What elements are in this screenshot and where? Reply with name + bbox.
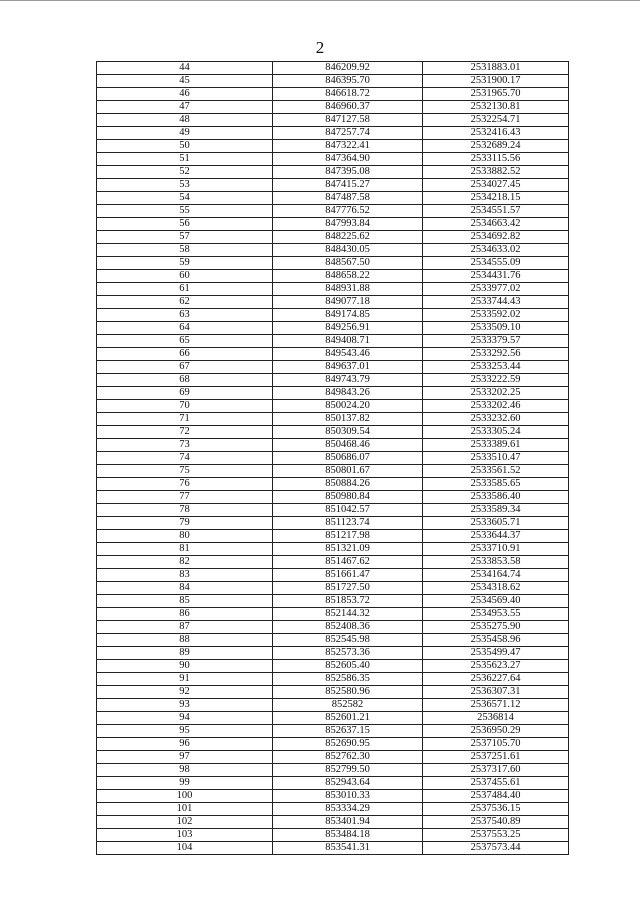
x-coordinate-cell: 850884.26 [273,478,423,491]
y-coordinate-cell: 2533710.91 [423,543,569,556]
point-number-cell: 90 [97,660,273,673]
point-number-cell: 72 [97,426,273,439]
point-number-cell: 84 [97,582,273,595]
y-coordinate-cell: 2533744.43 [423,296,569,309]
x-coordinate-cell: 849843.26 [273,387,423,400]
x-coordinate-cell: 847127.58 [273,114,423,127]
point-number-cell: 104 [97,842,273,855]
table-row [97,166,569,179]
x-coordinate-cell: 847487.58 [273,192,423,205]
y-coordinate-cell: 2532689.24 [423,140,569,153]
x-coordinate-cell: 848567.50 [273,257,423,270]
table-row [97,790,569,803]
x-coordinate-cell: 852799.50 [273,764,423,777]
table-row [97,192,569,205]
y-coordinate-cell: 2533232.60 [423,413,569,426]
point-number-cell: 57 [97,231,273,244]
x-coordinate-cell: 850801.67 [273,465,423,478]
point-number-cell: 48 [97,114,273,127]
table-row [97,75,569,88]
point-number-cell: 87 [97,621,273,634]
x-coordinate-cell: 852605.40 [273,660,423,673]
point-number-cell: 55 [97,205,273,218]
table-row [97,764,569,777]
y-coordinate-cell: 2537105.70 [423,738,569,751]
point-number-cell: 60 [97,270,273,283]
table-row [97,231,569,244]
point-number-cell: 88 [97,634,273,647]
point-number-cell: 86 [97,608,273,621]
point-number-cell: 50 [97,140,273,153]
table-row [97,114,569,127]
x-coordinate-cell: 852144.32 [273,608,423,621]
x-coordinate-cell: 851661.47 [273,569,423,582]
y-coordinate-cell: 2534663.42 [423,218,569,231]
x-coordinate-cell: 851123.74 [273,517,423,530]
y-coordinate-cell: 2531965.70 [423,88,569,101]
point-number-cell: 93 [97,699,273,712]
y-coordinate-cell: 2534555.09 [423,257,569,270]
table-row [97,478,569,491]
table-row [97,426,569,439]
y-coordinate-cell: 2534431.76 [423,270,569,283]
table-row [97,517,569,530]
point-number-cell: 47 [97,101,273,114]
table-row [97,62,569,75]
table-row [97,309,569,322]
table-row [97,803,569,816]
point-number-cell: 96 [97,738,273,751]
point-number-cell: 70 [97,400,273,413]
y-coordinate-cell: 2533222.59 [423,374,569,387]
x-coordinate-cell: 847257.74 [273,127,423,140]
table-row [97,465,569,478]
x-coordinate-cell: 852637.15 [273,725,423,738]
x-coordinate-cell: 852582 [273,699,423,712]
point-number-cell: 67 [97,361,273,374]
point-number-cell: 91 [97,673,273,686]
x-coordinate-cell: 853334.29 [273,803,423,816]
point-number-cell: 58 [97,244,273,257]
table-row [97,829,569,842]
point-number-cell: 75 [97,465,273,478]
x-coordinate-cell: 847322.41 [273,140,423,153]
y-coordinate-cell: 2535275.90 [423,621,569,634]
point-number-cell: 97 [97,751,273,764]
y-coordinate-cell: 2533253.44 [423,361,569,374]
x-coordinate-cell: 849408.71 [273,335,423,348]
table-row [97,595,569,608]
y-coordinate-cell: 2537317.60 [423,764,569,777]
x-coordinate-cell: 848430.05 [273,244,423,257]
table-row [97,569,569,582]
table-row [97,387,569,400]
x-coordinate-cell: 846618.72 [273,88,423,101]
x-coordinate-cell: 846960.37 [273,101,423,114]
point-number-cell: 53 [97,179,273,192]
x-coordinate-cell: 846395.70 [273,75,423,88]
y-coordinate-cell: 2537553.25 [423,829,569,842]
y-coordinate-cell: 2533292.56 [423,348,569,361]
table-row [97,673,569,686]
y-coordinate-cell: 2536571.12 [423,699,569,712]
x-coordinate-cell: 849077.18 [273,296,423,309]
x-coordinate-cell: 850686.07 [273,452,423,465]
y-coordinate-cell: 2535499.47 [423,647,569,660]
table-row [97,374,569,387]
y-coordinate-cell: 2533589.34 [423,504,569,517]
y-coordinate-cell: 2536227.64 [423,673,569,686]
point-number-cell: 94 [97,712,273,725]
point-number-cell: 46 [97,88,273,101]
x-coordinate-cell: 851853.72 [273,595,423,608]
y-coordinate-cell: 2537536.15 [423,803,569,816]
y-coordinate-cell: 2533202.46 [423,400,569,413]
x-coordinate-cell: 853484.18 [273,829,423,842]
table-row [97,348,569,361]
x-coordinate-cell: 851321.09 [273,543,423,556]
point-number-cell: 76 [97,478,273,491]
table-row [97,543,569,556]
table-row [97,322,569,335]
y-coordinate-cell: 2533379.57 [423,335,569,348]
x-coordinate-cell: 849637.01 [273,361,423,374]
point-number-cell: 73 [97,439,273,452]
x-coordinate-cell: 847395.08 [273,166,423,179]
y-coordinate-cell: 2533561.52 [423,465,569,478]
coordinates-table-body [97,62,569,855]
table-row [97,699,569,712]
point-number-cell: 74 [97,452,273,465]
table-row [97,608,569,621]
y-coordinate-cell: 2533202.25 [423,387,569,400]
point-number-cell: 61 [97,283,273,296]
point-number-cell: 100 [97,790,273,803]
x-coordinate-cell: 849543.46 [273,348,423,361]
point-number-cell: 89 [97,647,273,660]
point-number-cell: 79 [97,517,273,530]
table-row [97,452,569,465]
y-coordinate-cell: 2533115.56 [423,153,569,166]
point-number-cell: 98 [97,764,273,777]
table-row [97,101,569,114]
x-coordinate-cell: 851217.98 [273,530,423,543]
y-coordinate-cell: 2534633.02 [423,244,569,257]
x-coordinate-cell: 847364.90 [273,153,423,166]
x-coordinate-cell: 848225.62 [273,231,423,244]
point-number-cell: 85 [97,595,273,608]
y-coordinate-cell: 2533605.71 [423,517,569,530]
y-coordinate-cell: 2535458.96 [423,634,569,647]
x-coordinate-cell: 852762.30 [273,751,423,764]
y-coordinate-cell: 2534569.40 [423,595,569,608]
x-coordinate-cell: 851042.57 [273,504,423,517]
point-number-cell: 102 [97,816,273,829]
x-coordinate-cell: 849174.85 [273,309,423,322]
y-coordinate-cell: 2533509.10 [423,322,569,335]
y-coordinate-cell: 2536814 [423,712,569,725]
point-number-cell: 45 [97,75,273,88]
x-coordinate-cell: 850309.54 [273,426,423,439]
table-row [97,361,569,374]
y-coordinate-cell: 2534164.74 [423,569,569,582]
table-row [97,283,569,296]
x-coordinate-cell: 850024.20 [273,400,423,413]
table-row [97,140,569,153]
table-row [97,634,569,647]
point-number-cell: 101 [97,803,273,816]
point-number-cell: 68 [97,374,273,387]
y-coordinate-cell: 2537484.40 [423,790,569,803]
y-coordinate-cell: 2536307.31 [423,686,569,699]
table-row [97,777,569,790]
table-row [97,335,569,348]
x-coordinate-cell: 850137.82 [273,413,423,426]
y-coordinate-cell: 2534692.82 [423,231,569,244]
table-row [97,660,569,673]
x-coordinate-cell: 851727.50 [273,582,423,595]
point-number-cell: 54 [97,192,273,205]
table-row [97,842,569,855]
y-coordinate-cell: 2535623.27 [423,660,569,673]
x-coordinate-cell: 852573.36 [273,647,423,660]
x-coordinate-cell: 847776.52 [273,205,423,218]
x-coordinate-cell: 852545.98 [273,634,423,647]
y-coordinate-cell: 2537540.89 [423,816,569,829]
table-row [97,179,569,192]
y-coordinate-cell: 2531883.01 [423,62,569,75]
table-row [97,413,569,426]
point-number-cell: 77 [97,491,273,504]
table-row [97,725,569,738]
x-coordinate-cell: 847415.27 [273,179,423,192]
y-coordinate-cell: 2533977.02 [423,283,569,296]
table-row [97,647,569,660]
y-coordinate-cell: 2533510.47 [423,452,569,465]
x-coordinate-cell: 851467.62 [273,556,423,569]
y-coordinate-cell: 2534318.62 [423,582,569,595]
point-number-cell: 65 [97,335,273,348]
point-number-cell: 80 [97,530,273,543]
y-coordinate-cell: 2532416.43 [423,127,569,140]
point-number-cell: 82 [97,556,273,569]
y-coordinate-cell: 2533305.24 [423,426,569,439]
x-coordinate-cell: 849743.79 [273,374,423,387]
table-row [97,504,569,517]
point-number-cell: 69 [97,387,273,400]
point-number-cell: 44 [97,62,273,75]
point-number-cell: 59 [97,257,273,270]
point-number-cell: 92 [97,686,273,699]
point-number-cell: 71 [97,413,273,426]
x-coordinate-cell: 853010.33 [273,790,423,803]
y-coordinate-cell: 2536950.29 [423,725,569,738]
table-row [97,491,569,504]
y-coordinate-cell: 2533853.58 [423,556,569,569]
point-number-cell: 66 [97,348,273,361]
y-coordinate-cell: 2533586.40 [423,491,569,504]
page-number: 2 [315,38,325,57]
table-row [97,244,569,257]
x-coordinate-cell: 852601.21 [273,712,423,725]
x-coordinate-cell: 846209.92 [273,62,423,75]
y-coordinate-cell: 2534218.15 [423,192,569,205]
point-number-cell: 64 [97,322,273,335]
table-row [97,257,569,270]
table-row [97,127,569,140]
y-coordinate-cell: 2537455.61 [423,777,569,790]
y-coordinate-cell: 2534027.45 [423,179,569,192]
table-row [97,816,569,829]
top-scan-rule [0,0,640,1]
x-coordinate-cell: 852690.95 [273,738,423,751]
point-number-cell: 95 [97,725,273,738]
table-row [97,530,569,543]
point-number-cell: 83 [97,569,273,582]
point-number-cell: 51 [97,153,273,166]
y-coordinate-cell: 2531900.17 [423,75,569,88]
y-coordinate-cell: 2533389.61 [423,439,569,452]
table-row [97,686,569,699]
y-coordinate-cell: 2533882.52 [423,166,569,179]
y-coordinate-cell: 2533585.65 [423,478,569,491]
table-row [97,556,569,569]
y-coordinate-cell: 2533592.02 [423,309,569,322]
x-coordinate-cell: 850468.46 [273,439,423,452]
table-row [97,88,569,101]
point-number-cell: 62 [97,296,273,309]
y-coordinate-cell: 2532254.71 [423,114,569,127]
y-coordinate-cell: 2532130.81 [423,101,569,114]
table-row [97,712,569,725]
y-coordinate-cell: 2537251.61 [423,751,569,764]
x-coordinate-cell: 852408.36 [273,621,423,634]
table-row [97,400,569,413]
table-row [97,205,569,218]
point-number-cell: 81 [97,543,273,556]
y-coordinate-cell: 2533644.37 [423,530,569,543]
table-row [97,738,569,751]
coordinates-table [96,61,569,855]
point-number-cell: 103 [97,829,273,842]
y-coordinate-cell: 2534953.55 [423,608,569,621]
table-row [97,751,569,764]
x-coordinate-cell: 848658.22 [273,270,423,283]
table-row [97,153,569,166]
y-coordinate-cell: 2534551.57 [423,205,569,218]
x-coordinate-cell: 848931.88 [273,283,423,296]
y-coordinate-cell: 2537573.44 [423,842,569,855]
x-coordinate-cell: 852580.96 [273,686,423,699]
table-row [97,218,569,231]
table-row [97,439,569,452]
x-coordinate-cell: 847993.84 [273,218,423,231]
point-number-cell: 99 [97,777,273,790]
x-coordinate-cell: 852586.35 [273,673,423,686]
point-number-cell: 56 [97,218,273,231]
x-coordinate-cell: 849256.91 [273,322,423,335]
table-row [97,296,569,309]
table-row [97,582,569,595]
point-number-cell: 78 [97,504,273,517]
x-coordinate-cell: 850980.84 [273,491,423,504]
x-coordinate-cell: 853541.31 [273,842,423,855]
point-number-cell: 63 [97,309,273,322]
x-coordinate-cell: 852943.64 [273,777,423,790]
point-number-cell: 52 [97,166,273,179]
table-row [97,621,569,634]
point-number-cell: 49 [97,127,273,140]
table-row [97,270,569,283]
x-coordinate-cell: 853401.94 [273,816,423,829]
